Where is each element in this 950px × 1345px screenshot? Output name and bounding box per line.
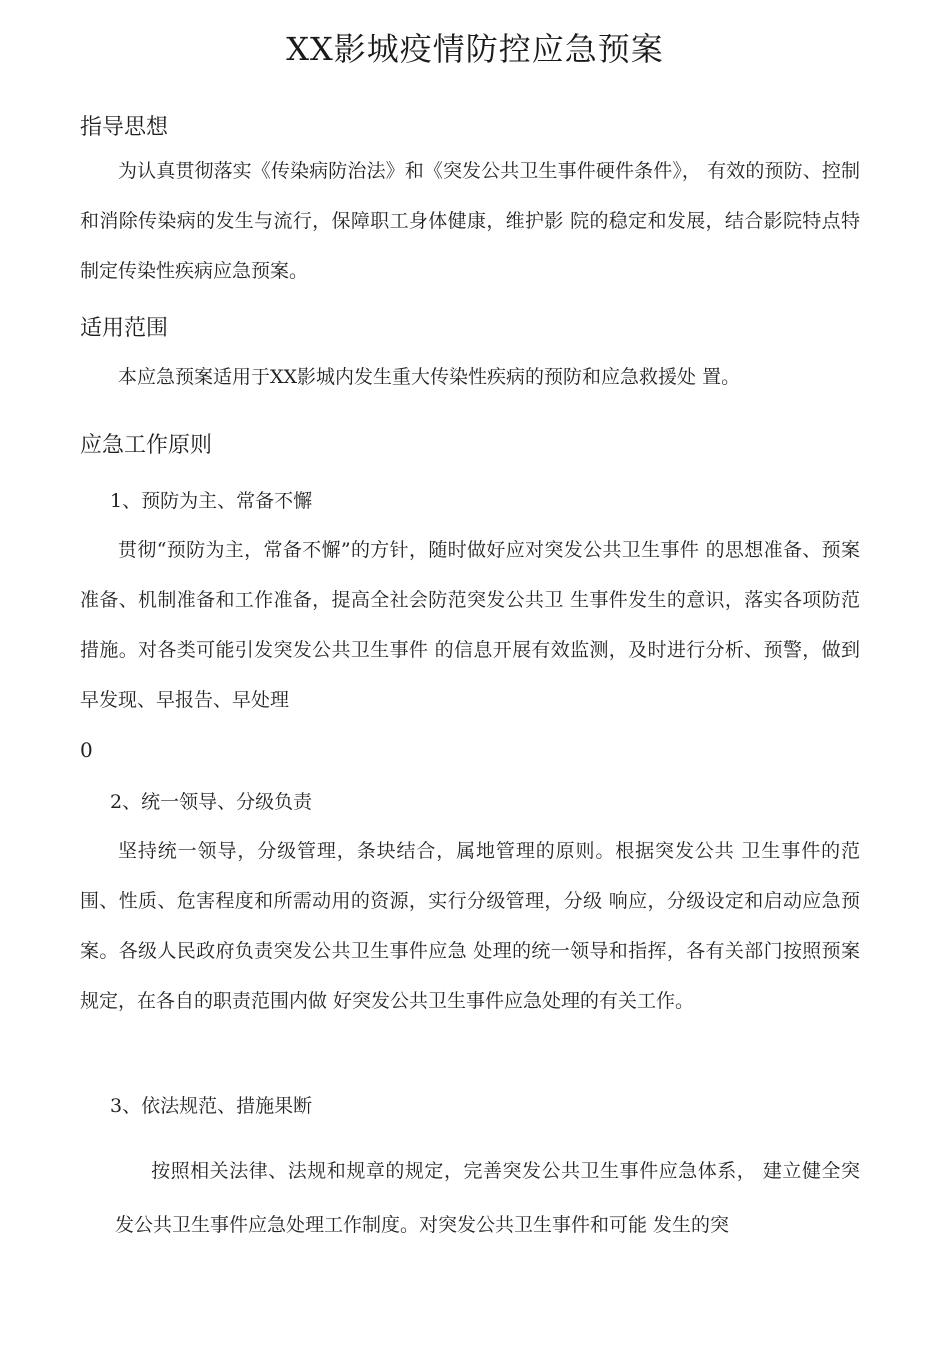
principle-title-3: 3、依法规范、措施果断 [110,1095,313,1117]
principle-title-1: 1、预防为主、常备不懈 [110,490,313,512]
section-heading-principles: 应急工作原则 [80,433,213,458]
principle-body-3: 按照相关法律、法规和规章的规定，完善突发公共卫生事件应急体系， 建立健全突发公共卫生事件应急处理工作制度。对突发公共卫生事件和可能 发生的突 [115,1160,860,1236]
document-title: XX影城疫情防控应急预案 [286,30,664,68]
section-heading-guiding: 指导思想 [80,115,169,140]
section-heading-scope: 适用范围 [80,316,169,341]
stray-character: 0 [80,738,93,762]
section-body-guiding: 为认真贯彻落实《传染病防治法》和《突发公共卫生事件硬件条件》， 有效的预防、控制和消除传染病的发生与流行，保障职工身体健康，维护影 院的稳定和发展，结合影院特点特制定传染性疾病应急预案。 [80,160,860,282]
section-body-scope: 本应急预案适用于XX影城内发生重大传染性疾病的预防和应急救援处 置。 [118,366,741,388]
principle-body-1: 贯彻“预防为主，常备不懈”的方针，随时做好应对突发公共卫生事件 的思想准备、预案准备、机制准备和工作准备，提高全社会防范突发公共卫 生事件发生的意识，落实各项防范措施。对各类可能引发突发公共卫生事件 的信息开展有效监测，及时进行分析、预警，做到早发现、早报告、早处理 [80,539,860,711]
principle-body-2: 坚持统一领导，分级管理，条块结合，属地管理的原则。根据突发公共 卫生事件的范围、性质、危害程度和所需动用的资源，实行分级管理，分级 响应，分级设定和启动应急预案。各级人民政府负责突发公共卫生事件应急 处理的统一领导和指挥，各有关部门按照预案规定，在各自的职责范围内做 好突发公共卫生事件应急处理的有关工作。 [80,840,860,1012]
principle-title-2: 2、统一领导、分级负责 [110,791,313,813]
